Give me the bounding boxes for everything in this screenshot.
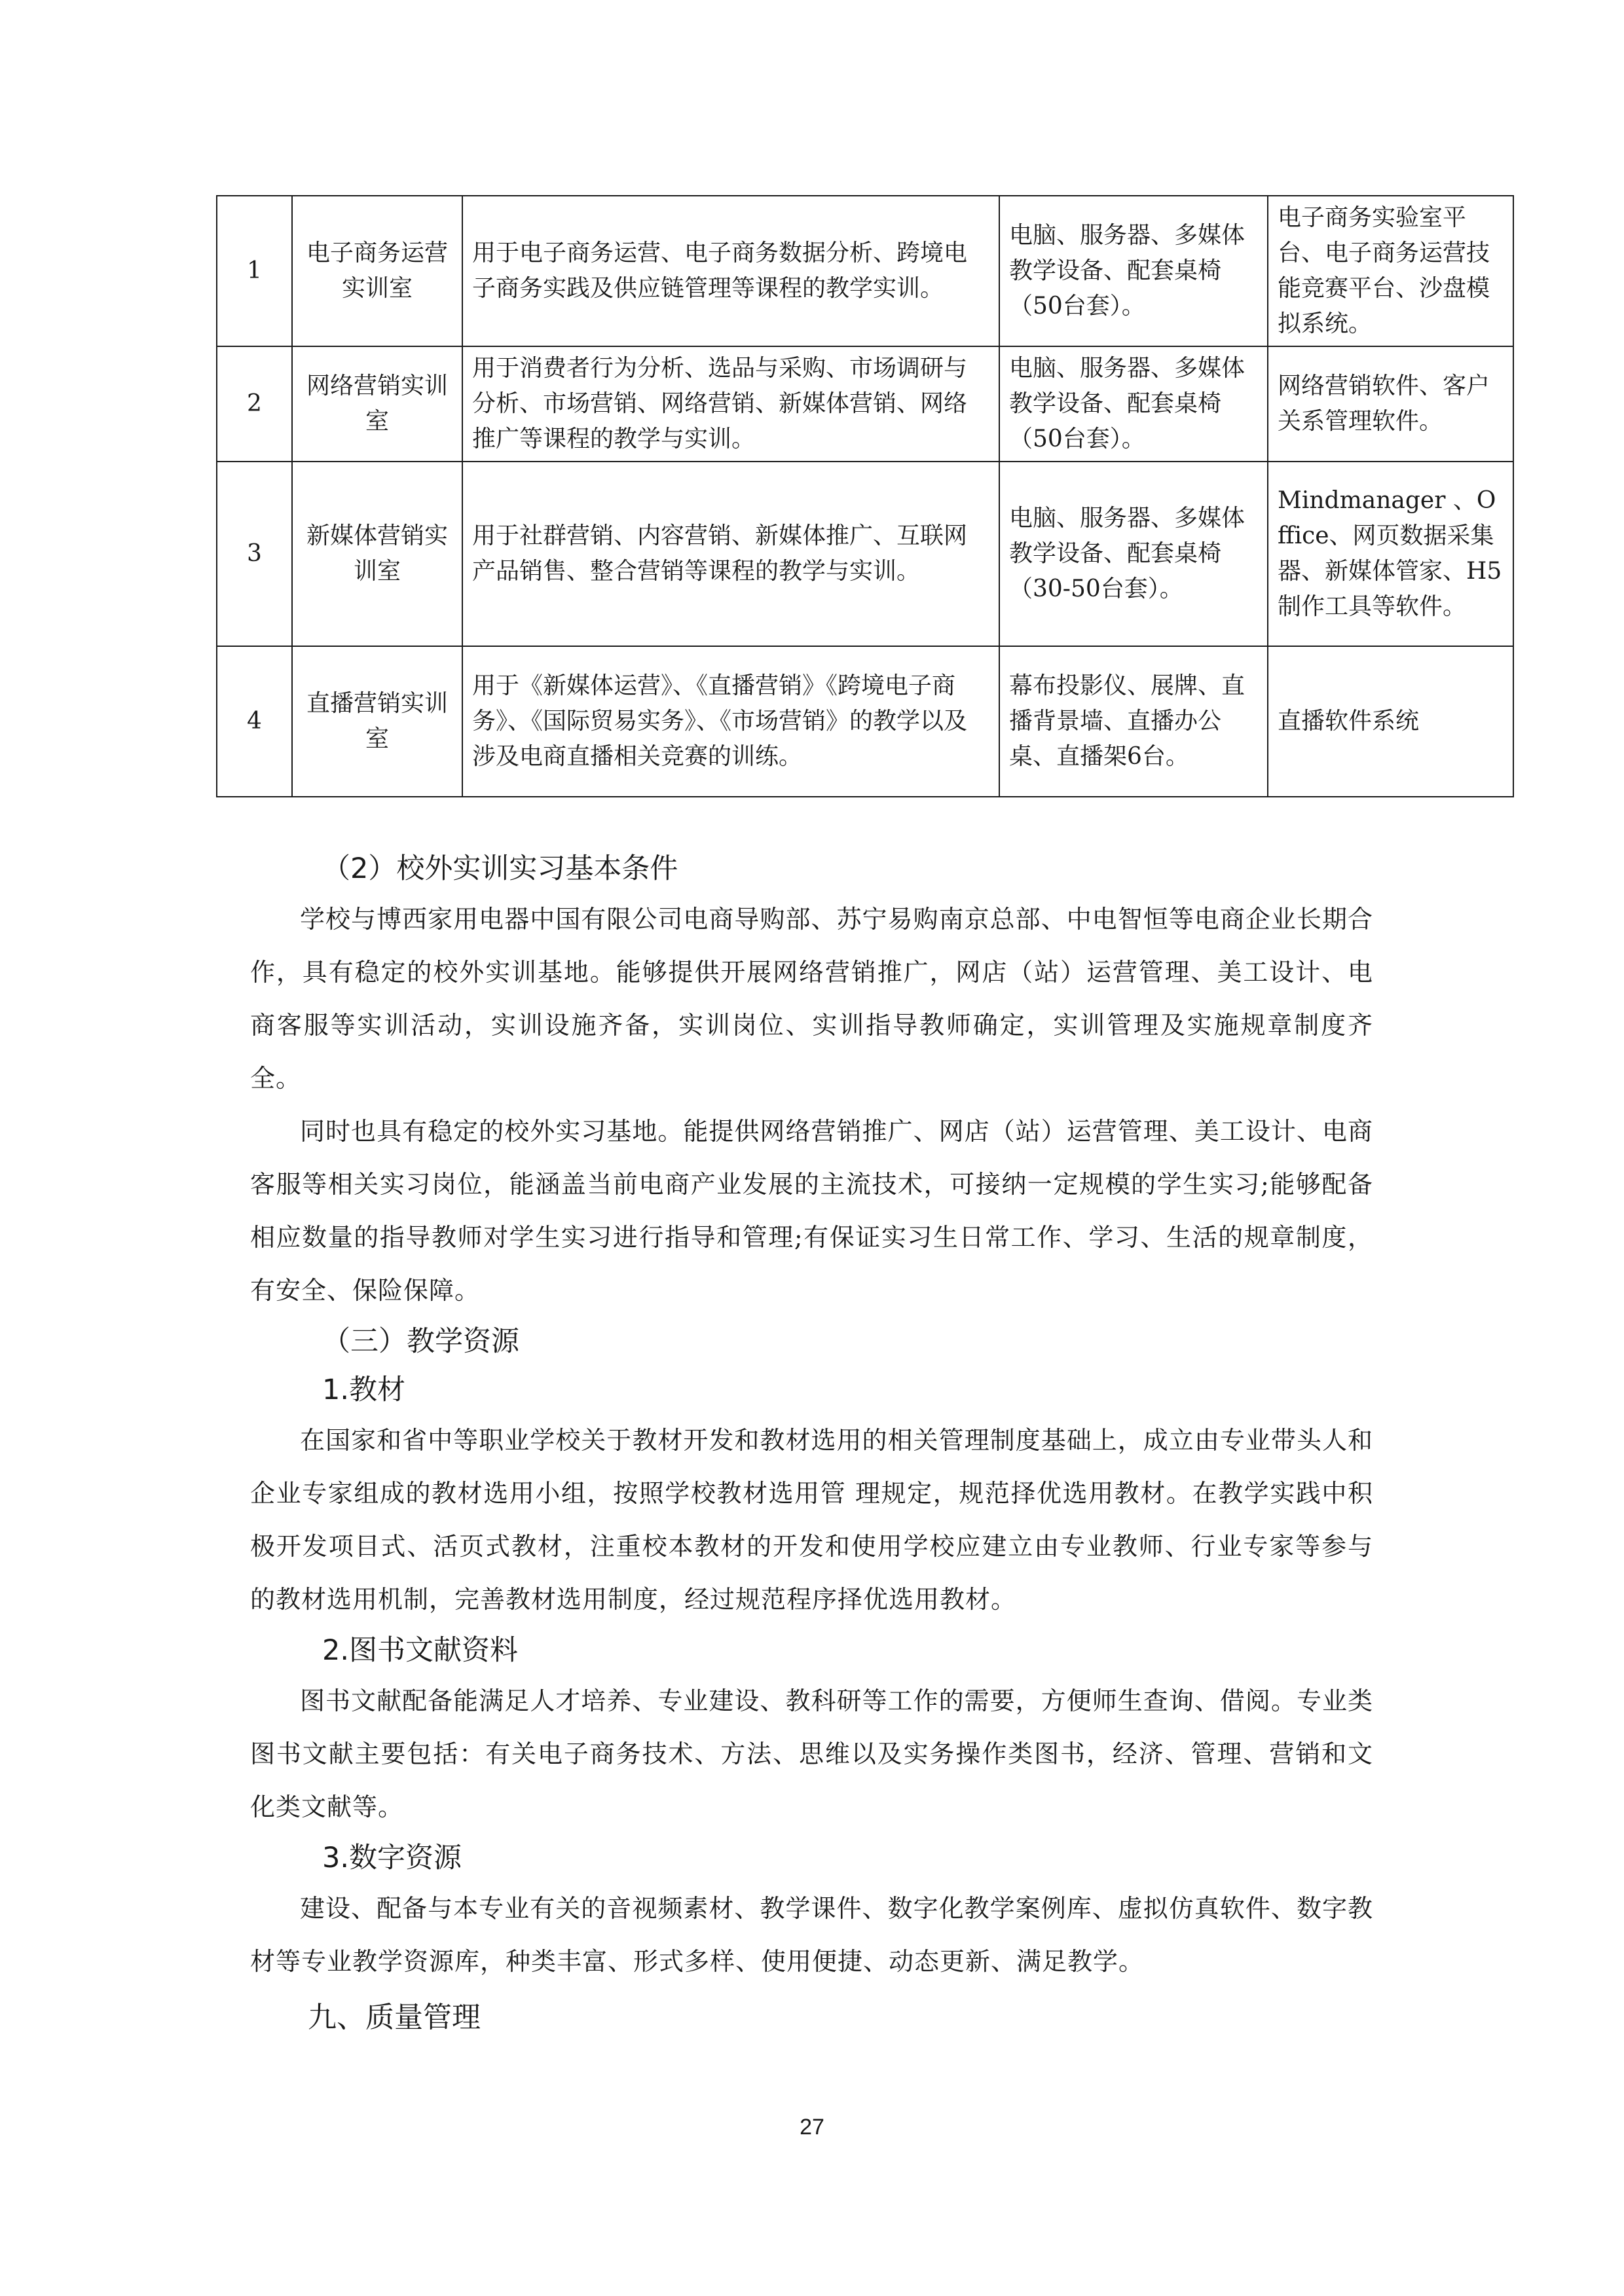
- offcampus-paragraph-2: 同时也具有稳定的校外实习基地。能提供网络营销推广、网店（站）运营管理、美工设计、电商客服等相关实习岗位，能涵盖当前电商产业发展的主流技术，可接纳一定规模的学生实习;能够配备相应数量的指导教师对学生实习进行指导和管理;有保证实习生日常工作、学习、生活的规章制度，有安全、保险保障。: [250, 1117, 1373, 1305]
- library-heading: 2.图书文献资料: [322, 1634, 519, 1667]
- room-name: 网络营销实训室: [292, 346, 462, 462]
- digital-paragraph: 建设、配备与本专业有关的音视频素材、教学课件、数字化教学案例库、虚拟仿真软件、数字教材等专业教学资源库，种类丰富、形式多样、使用便捷、动态更新、满足教学。: [250, 1894, 1373, 1976]
- table-row: [217, 646, 1513, 797]
- page-number: 27: [800, 2115, 824, 2140]
- room-name: 直播营销实训室: [292, 646, 462, 797]
- room-software: Mindmanager 、Office、网页数据采集器、新媒体管家、H5 制作工具等软件。: [1268, 462, 1513, 646]
- table-row: [217, 462, 1513, 646]
- room-function: 用于社群营销、内容营销、新媒体推广、互联网产品销售、整合营销等课程的教学与实训。: [462, 462, 999, 646]
- row-number: 1: [217, 196, 292, 346]
- training-room-table: [216, 195, 1514, 797]
- room-function: 用于电子商务运营、电子商务数据分析、跨境电子商务实践及供应链管理等课程的教学实训。: [462, 196, 999, 346]
- textbook-paragraph: 在国家和省中等职业学校关于教材开发和教材选用的相关管理制度基础上，成立由专业带头人和企业专家组成的教材选用小组，按照学校教材选用管 理规定，规范择优选用教材。在教学实践中积极开发项目式、活页式教材，注重校本教材的开发和使用学校应建立由专业教师、行业专家等参与的教材选用机制，完善教材选用制度，经过规范程序择优选用教材。: [250, 1426, 1373, 1614]
- offcampus-paragraph-1: 学校与博西家用电器中国有限公司电商导购部、苏宁易购南京总部、中电智恒等电商企业长期合作，具有稳定的校外实训基地。能够提供开展网络营销推广，网店（站）运营管理、美工设计、电商客服等实训活动，实训设施齐备，实训岗位、实训指导教师确定，实训管理及实施规章制度齐全。: [250, 905, 1373, 1093]
- room-name: 新媒体营销实训室: [292, 462, 462, 646]
- textbook-heading: 1.教材: [322, 1374, 406, 1406]
- offcampus-heading: （2）校外实训实习基本条件: [322, 852, 678, 885]
- table-row: [217, 346, 1513, 462]
- room-equipment: 电脑、服务器、多媒体教学设备、配套桌椅（30-50台套）。: [999, 462, 1268, 646]
- row-number: 3: [217, 462, 292, 646]
- library-paragraph: 图书文献配备能满足人才培养、专业建设、教科研等工作的需要，方便师生查询、借阅。专业类图书文献主要包括：有关电子商务技术、方法、思维以及实务操作类图书，经济、管理、营销和文化类文献等。: [250, 1686, 1373, 1821]
- digital-heading: 3.数字资源: [322, 1842, 462, 1874]
- quality-heading: 九、质量管理: [308, 2001, 481, 2034]
- room-equipment: 电脑、服务器、多媒体教学设备、配套桌椅（50台套）。: [999, 346, 1268, 462]
- room-function: 用于《新媒体运营》、《直播营销》《跨境电子商务》、《国际贸易实务》、《市场营销》的教学以及涉及电商直播相关竞赛的训练。: [462, 646, 999, 797]
- room-name: 电子商务运营实训室: [292, 196, 462, 346]
- room-software: 电子商务实验室平台、电子商务运营技能竞赛平台、沙盘模拟系统。: [1268, 196, 1513, 346]
- table-row: [217, 196, 1513, 346]
- main-content: [250, 845, 1373, 2047]
- row-number: 2: [217, 346, 292, 462]
- room-function: 用于消费者行为分析、选品与采购、市场调研与分析、市场营销、网络营销、新媒体营销、网络推广等课程的教学与实训。: [462, 346, 999, 462]
- row-number: 4: [217, 646, 292, 797]
- room-software: 直播软件系统: [1268, 646, 1513, 797]
- room-equipment: 幕布投影仪、展牌、直播背景墙、直播办公桌、直播架6台。: [999, 646, 1268, 797]
- room-software: 网络营销软件、客户关系管理软件。: [1268, 346, 1513, 462]
- resources-heading: （三）教学资源: [322, 1325, 519, 1358]
- room-equipment: 电脑、服务器、多媒体教学设备、配套桌椅（50台套）。: [999, 196, 1268, 346]
